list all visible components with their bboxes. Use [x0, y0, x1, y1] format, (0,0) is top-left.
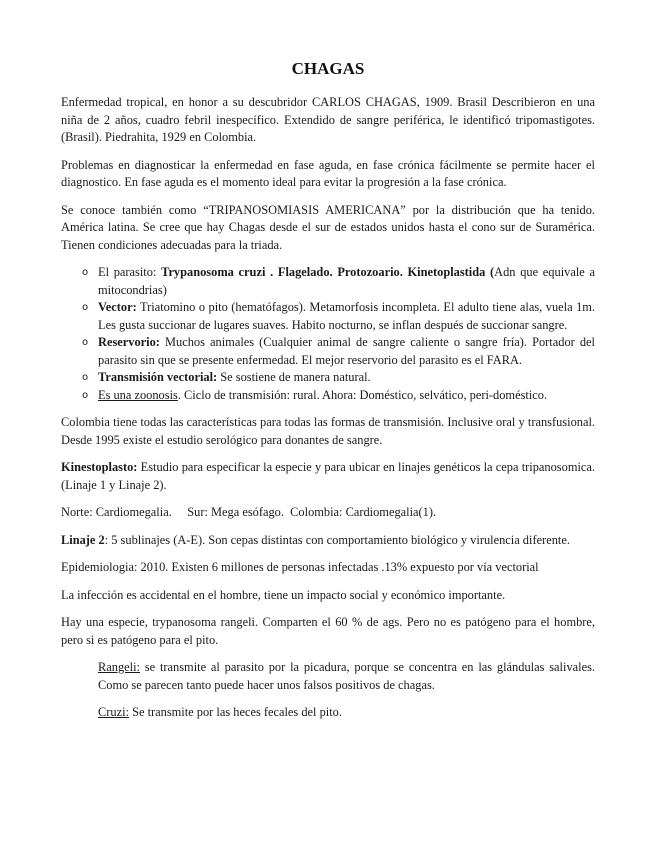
bullet-underlined: Es una zoonosis: [98, 387, 178, 402]
list-item: [61, 299, 595, 334]
document-page: [61, 58, 595, 732]
paragraph-epidemiology: Epidemiologia: 2010. Existen 6 millones de personas infectadas .13% expuesto por vía vectorial: [61, 560, 539, 574]
paragraph-rangeli: [61, 659, 595, 694]
bullet-list: [61, 264, 595, 404]
bullet-marker: o: [81, 389, 89, 401]
list-item: [61, 387, 595, 405]
paragraph-intro: Enfermedad tropical, en honor a su descubridor CARLOS CHAGAS, 1909. Brasil Describieron en una niña de 2 años, cuadro febril inespecífico. Extendido de sangre periférica, le identificó tripomastigotes. (Brasil). Piedrahita, 1929 en Colombia.: [61, 95, 595, 144]
bullet-marker: o: [81, 302, 89, 313]
bullet-bold: Reservorio:: [98, 335, 160, 349]
paragraph-linaje: [61, 532, 595, 550]
list-item: [61, 334, 595, 369]
bullet-marker: o: [81, 372, 89, 383]
linaje-text: : 5 sublinajes (A-E). Son cepas distintas con comportamiento biológico y virulencia diferente.: [104, 532, 570, 547]
paragraph-cruzi: [61, 704, 595, 722]
bullet-marker: o: [81, 337, 89, 348]
paragraph-kinetoplasto: [61, 459, 595, 494]
bullet-text: . Ciclo de transmisión: rural. Ahora: Doméstico, selvático, peri-doméstico.: [177, 387, 548, 402]
bullet-bold: Transmisión vectorial:: [98, 370, 218, 384]
paragraph-rangeli-species: Hay una especie, trypanosoma rangeli. Comparten el 60 % de ags. Pero no es patógeno para el hombre, pero si es patógeno para el pito.: [61, 615, 595, 647]
rangeli-text: se transmite al parasito por la picadura, porque se concentra en las glándulas salivales. Como se parecen tanto puede hacer unos falsos positivos de chagas.: [98, 660, 595, 692]
kinetoplasto-label: Kinestoplasto:: [61, 460, 138, 474]
cruzi-text: Se transmite por las heces fecales del pito.: [128, 705, 342, 719]
list-item: [61, 369, 595, 387]
linaje-label: Linaje 2: [61, 532, 105, 547]
paragraph-colombia: Colombia tiene todas las características para todas las formas de transmisión. Inclusive oral y transfusional. Desde 1995 existe el estudio serológico para donantes de sangre.: [61, 415, 595, 447]
paragraph-diagnosis: Problemas en diagnosticar la enfermedad en fase aguda, en fase crónica fácilmente se permite hacer el diagnostico. En fase aguda es el momento ideal para evitar la progresión a la fase crónica.: [61, 157, 595, 189]
bullet-text: Muchos animales (Cualquier animal de sangre caliente o sangre fría). Portador del parasito sin que se presente enfermedad. El mejor reservorio del parasito es el FARA.: [98, 335, 595, 367]
paragraph-infection: La infección es accidental en el hombre, tiene un impacto social y económico importante.: [61, 587, 506, 602]
paragraph-distribution: Se conoce también como “TRIPANOSOMIASIS AMERICANA” por la distribución que ha tenido. América latina. Se cree que hay Chagas desde el sur de estados unidos hasta el cono sur de Suramérica. Tienen condiciones adecuadas para la triada.: [61, 202, 595, 252]
bullet-bold: Vector:: [98, 300, 137, 314]
kinetoplasto-text: Estudio para especificar la especie y para ubicar en linajes genéticos la cepa tripanosomica. (Linaje 1 y Linaje 2).: [61, 460, 595, 492]
list-item: [61, 264, 595, 299]
bullet-text: Se sostiene de manera natural.: [217, 370, 371, 384]
page-title: CHAGAS: [291, 59, 365, 78]
bullet-bold: Trypanosoma cruzi . Flagelado. Protozoario. Kinetoplastida (: [161, 265, 495, 279]
bullet-text: Adn que equivale a mitocondrias): [98, 265, 595, 297]
bullet-text: Triatomino o pito (hematófagos). Metamorfosis incompleta. El adulto tiene alas, vuela 1m. Les gusta succionar de lugares suaves. Habito nocturno, se inflan después de succionar sangre.: [98, 300, 595, 332]
rangeli-label: Rangeli:: [98, 660, 140, 674]
cruzi-label: Cruzi:: [98, 705, 129, 719]
bullet-lead: El parasito:: [98, 265, 162, 279]
paragraph-regions: Norte: Cardiomegalia. Sur: Mega esófago. Colombia: Cardiomegalia(1).: [61, 505, 437, 519]
bullet-marker: o: [81, 267, 89, 278]
